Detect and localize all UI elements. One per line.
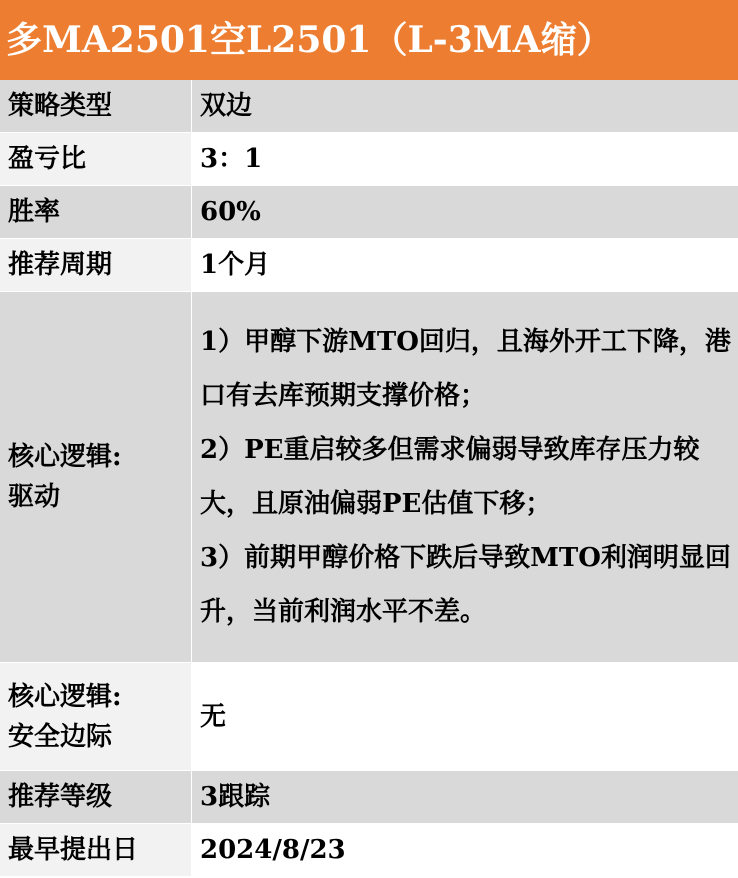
row-value: 2024/8/23 xyxy=(192,824,738,876)
label-line: 驱动 xyxy=(8,482,61,512)
row-first-date xyxy=(0,824,738,877)
row-value: 1个月 xyxy=(192,239,738,291)
row-value: 无 xyxy=(192,663,738,770)
row-label: 胜率 xyxy=(0,186,192,238)
driver-list xyxy=(192,292,738,662)
row-label: 最早提出日 xyxy=(0,824,192,876)
row-value: 3：1 xyxy=(192,133,738,185)
card-title: 多MA2501空L2501（L-3MA缩） xyxy=(0,0,738,80)
row-label: 策略类型 xyxy=(0,80,192,132)
row-strategy-type xyxy=(0,80,738,133)
label-line: 安全边际 xyxy=(8,721,113,752)
driver-item: 1）甲醇下游MTO回归，且海外开工下降，港口有去库预期支撑价格； xyxy=(200,327,731,411)
row-win-rate xyxy=(0,186,738,239)
row-core-driver xyxy=(0,292,738,663)
label-line: 核心逻辑: xyxy=(8,442,122,472)
row-label: 推荐等级 xyxy=(0,771,192,823)
row-rating xyxy=(0,771,738,824)
strategy-table xyxy=(0,80,738,877)
row-core-safety xyxy=(0,663,738,771)
driver-item: 3）前期甲醇价格下跌后导致MTO利润明显回升，当前利润水平不差。 xyxy=(200,543,731,627)
driver-item: 2）PE重启较多但需求偏弱导致库存压力较大，且原油偏弱PE估值下移； xyxy=(200,435,700,519)
row-value: 3跟踪 xyxy=(192,771,738,823)
row-profit-loss-ratio xyxy=(0,133,738,186)
row-label: 推荐周期 xyxy=(0,239,192,291)
row-value: 60% xyxy=(192,186,738,238)
row-period xyxy=(0,239,738,292)
row-label xyxy=(0,663,192,770)
row-label: 盈亏比 xyxy=(0,133,192,185)
label-line: 核心逻辑: xyxy=(8,681,122,712)
row-label xyxy=(0,292,192,662)
row-value: 双边 xyxy=(192,80,738,132)
